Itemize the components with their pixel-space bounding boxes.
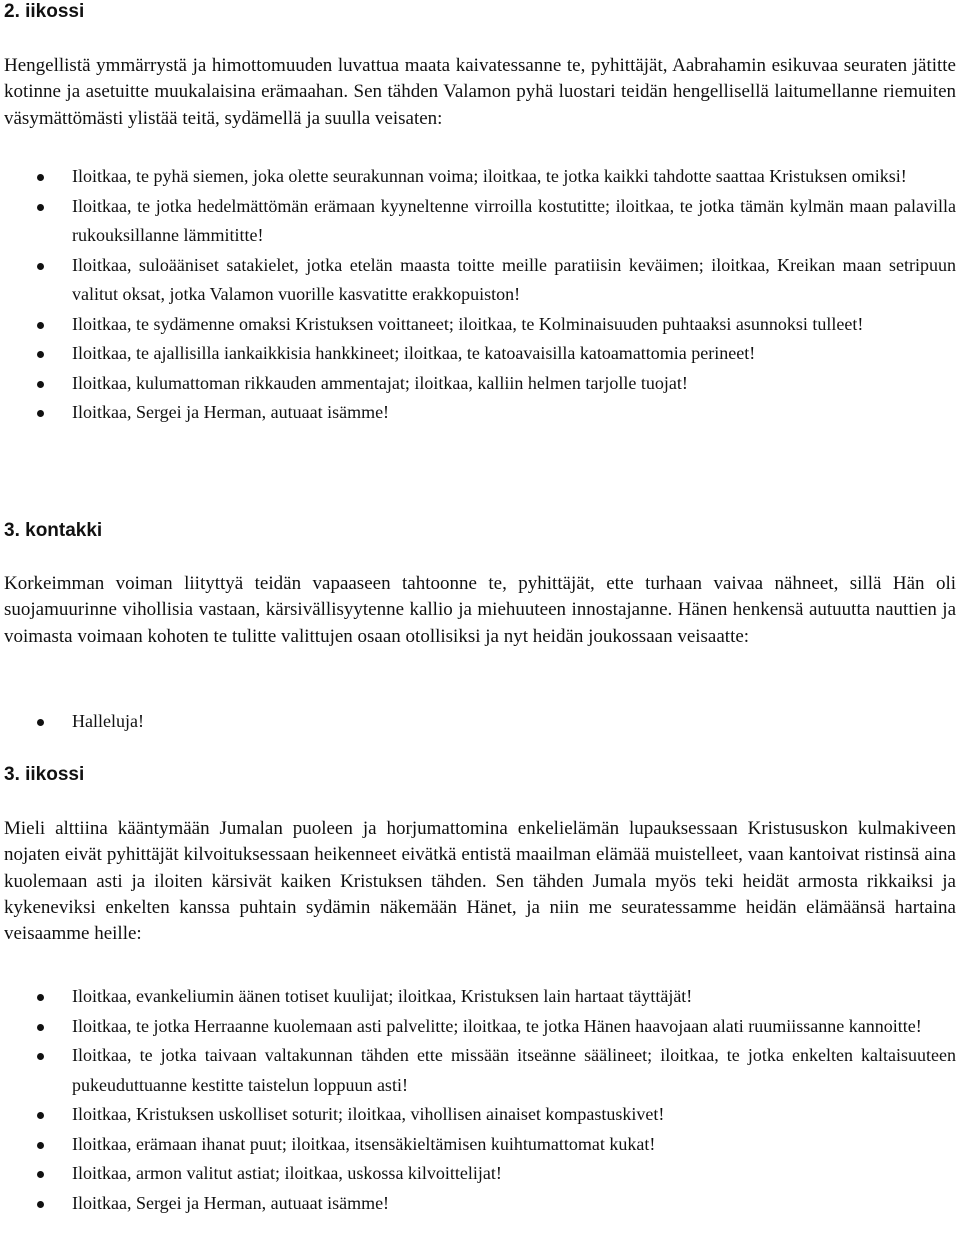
list-item: Iloitkaa, te jotka Herraanne kuolemaan asti palvelitte; iloitkaa, te jotka Hänen haavojaan alati ruumiissanne kannoitte! <box>0 1012 960 1042</box>
list-item: Iloitkaa, te ajallisilla iankaikkisia hankkineet; iloitkaa, te katoavaisilla katoamattomia perineet! <box>0 339 960 369</box>
list-item: Iloitkaa, Sergei ja Herman, autuaat isämme! <box>0 398 960 428</box>
section-heading-3-kontakki: 3. kontakki <box>4 520 103 541</box>
section-paragraph-3-iikossi: Mieli alttiina kääntymään Jumalan puoleen ja horjumattomina enkelielämän lupauksessaan Kristususkon kulmakiveen nojaten eivät pyhittäjät kilvoituksessaan heikenneet eivätkä entistä maailman elämää muistelleet, vaan kantoivat ristinsä aina kuolemaan asti ja iloiten kärsivät kaiken Kristuksen tähden. Sen tähden Jumala myös teki heidät armosta rikkaiksi ja kykeneviksi enkelten kanssa puhtain sydämin näkemään Hänet, ja niin me seuratessamme heidän elämäänsä hartaina veisaamme heille: <box>4 818 956 945</box>
list-item: Iloitkaa, suloääniset satakielet, jotka etelän maasta toitte meille paratiisin keväimen; iloitkaa, Kreikan maan setripuun valitut oksat, jotka Valamon vuorille kasvatitte erakkopuiston! <box>0 251 960 310</box>
list-item: Halleluja! <box>0 707 960 737</box>
list-item: Iloitkaa, te sydämenne omaksi Kristuksen voittaneet; iloitkaa, te Kolminaisuuden puhtaaksi asunnoksi tulleet! <box>0 310 960 340</box>
section-paragraph-3-kontakki: Korkeimman voiman liityttyä teidän vapaaseen tahtoonne te, pyhittäjät, ette turhaan vaivaa nähneet, sillä Hän oli suojamuurinne vihollisia vastaan, kärsivällisyytenne kallio ja miehuuteen innostajanne. Hänen henkensä autuutta nauttien ja voimasta voimaan kohoten te tulitte valittujen osaan otollisiksi ja nyt heidän joukossaan veisaatte: <box>4 573 956 647</box>
bullet-list-3-kontakki <box>0 707 960 737</box>
list-item: Iloitkaa, te jotka taivaan valtakunnan tähden ette missään itseänne säälineet; iloitkaa, te jotka enkelten kaltaisuuteen pukeuduttuanne kestitte taistelun loppuun asti! <box>0 1041 960 1100</box>
section-heading-3-iikossi: 3. iikossi <box>4 764 85 785</box>
list-item: Iloitkaa, Kristuksen uskolliset soturit; iloitkaa, vihollisen ainaiset kompastuskivet! <box>0 1100 960 1130</box>
list-item: Iloitkaa, erämaan ihanat puut; iloitkaa, itsensäkieltämisen kuihtumattomat kukat! <box>0 1130 960 1160</box>
section-heading-2-iikossi: 2. iikossi <box>4 1 85 22</box>
bullet-list-3-iikossi <box>0 982 960 1218</box>
list-item: Iloitkaa, kulumattoman rikkauden ammentajat; iloitkaa, kalliin helmen tarjolle tuojat! <box>0 369 960 399</box>
bullet-list-2-iikossi <box>0 162 960 428</box>
list-item: Iloitkaa, armon valitut astiat; iloitkaa, uskossa kilvoittelijat! <box>0 1159 960 1189</box>
list-item: Iloitkaa, Sergei ja Herman, autuaat isämme! <box>0 1189 960 1219</box>
list-item: Iloitkaa, te jotka hedelmättömän erämaan kyyneltenne virroilla kostutitte; iloitkaa, te jotka tämän kylmän maan palavilla rukouksillanne lämmititte! <box>0 192 960 251</box>
list-item: Iloitkaa, evankeliumin äänen totiset kuulijat; iloitkaa, Kristuksen lain hartaat täyttäjät! <box>0 982 960 1012</box>
list-item: Iloitkaa, te pyhä siemen, joka olette seurakunnan voima; iloitkaa, te jotka kaikki tahdotte saattaa Kristuksen omiksi! <box>0 162 960 192</box>
section-paragraph-2-iikossi: Hengellistä ymmärrystä ja himottomuuden luvattua maata kaivatessanne te, pyhittäjät, Aabrahamin esikuvaa seuraten jätitte kotinne ja asetuitte muukalaisina erämaahan. Sen tähden Valamon pyhä luostari teidän hengellisellä laitumellanne riemuiten väsymättömästi ylistää teitä, sydämellä ja suulla veisaten: <box>4 55 956 129</box>
